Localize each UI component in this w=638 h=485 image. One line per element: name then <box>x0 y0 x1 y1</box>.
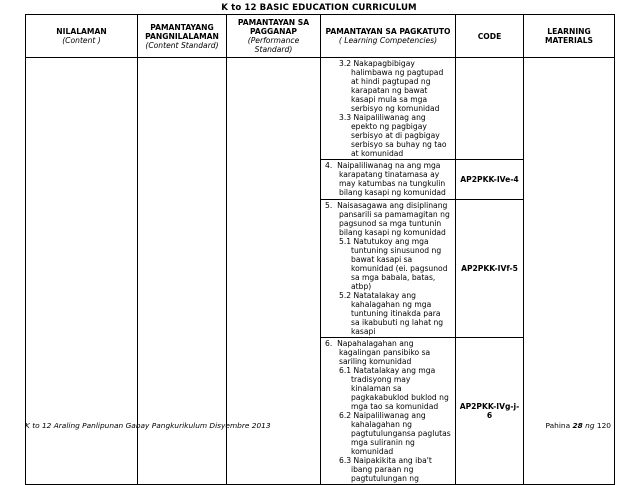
item-number: 6. <box>325 339 333 348</box>
header-subtitle: (Performance Standard) <box>247 36 300 54</box>
competency-subitem: 5.2 Natatalakay ang kahalagahan ng mga tuntuning itinakda para sa ikabubuti ng lahat ng kasapi <box>339 291 444 336</box>
header-title: CODE <box>477 31 502 41</box>
competency-item <box>325 201 451 237</box>
item-number: 5. <box>325 201 333 210</box>
header-code <box>456 15 524 58</box>
item-text: Naisasagawa ang disiplinang pansarili sa pamamagitan ng pagsunod sa mga tuntunin bilang kasapi ng komunidad <box>337 201 450 237</box>
competency-subitem: 6.1 Natatalakay ang mga tradisyong may kinalaman sa pagkakabuklod buklod ng mga tao sa komunidad <box>339 366 449 411</box>
competency-cell <box>321 338 456 485</box>
competency-subitem: 6.3 Naipakikita ang iba't ibang paraan ng pagtutulungan ng <box>339 456 432 483</box>
header-subtitle: ( Learning Competencies) <box>338 36 438 45</box>
table-row <box>26 58 615 160</box>
footer-page-number <box>546 421 611 430</box>
header-title: PAMANTAYAN SA PAGGANAP <box>237 18 310 36</box>
header-title: LEARNING MATERIALS <box>544 27 594 45</box>
competency-item <box>325 161 451 197</box>
competency-cell <box>321 160 456 200</box>
total-pages: 120 <box>596 421 611 430</box>
header-subtitle: (Content Standard) <box>145 40 219 50</box>
code-cell <box>456 58 524 160</box>
code-cell: AP2PKK-IVe-4 <box>456 160 524 200</box>
of-label: ng <box>585 421 595 430</box>
header-title: NILALAMAN <box>56 27 107 36</box>
header-pagkatuto <box>321 15 456 58</box>
header-pamantayang <box>138 15 227 58</box>
header-subtitle: (Content ) <box>62 36 101 45</box>
header-materials <box>524 15 615 58</box>
footer-document-name: K to 12 Araling Panlipunan Gabay Pangkurikulum Disyembre 2013 <box>25 421 271 430</box>
competency-cell <box>321 58 456 160</box>
competency-cell <box>321 200 456 338</box>
competency-subitem: 6.2 Naipaliliwanag ang kahalagahan ng pagtutulungansa paglutas mga suliranin ng komunidad <box>339 411 451 456</box>
competency-item <box>325 339 451 366</box>
table-header-row <box>26 15 615 58</box>
header-title: PAMANTAYANG PANGNILALAMAN <box>145 22 219 41</box>
current-page: 28 <box>572 421 583 430</box>
item-text: Naipaliliwanag na ang mga karapatang tinatamasa ay may katumbas na tungkulin bilang kasapi ng komunidad <box>337 161 446 197</box>
item-text: Napahalagahan ang kagalingan pansibiko sa sariling komunidad <box>337 339 431 366</box>
page-label: Pahina <box>545 421 571 430</box>
item-number: 4. <box>325 161 333 170</box>
document-title: K to 12 BASIC EDUCATION CURRICULUM <box>221 3 417 13</box>
competency-subitem: 3.3 Naipaliliwanag ang epekto ng pagbigay serbisyo at di pagbigay serbisyo sa buhay ng tao at komunidad <box>339 113 447 158</box>
code-cell: AP2PKK-IVg-j-6 <box>456 338 524 485</box>
competency-subitem: 3.2 Nakapagbibigay halimbawa ng pagtupad at hindi pagtupad ng karapatan ng bawat kasapi mula sa mga serbisyo ng komunidad <box>339 59 444 113</box>
header-paganap <box>227 15 321 58</box>
competency-subitem: 5.1 Natutukoy ang mga tuntuning sinusunod ng bawat kasapi sa komunidad (ei. pagsunod sa mga babala, batas, atbp) <box>339 237 448 291</box>
code-cell: AP2PKK-IVf-5 <box>456 200 524 338</box>
curriculum-table <box>25 14 615 485</box>
header-title: PAMANTAYAN SA PAGKATUTO <box>325 27 451 36</box>
header-nilalaman <box>26 15 138 58</box>
